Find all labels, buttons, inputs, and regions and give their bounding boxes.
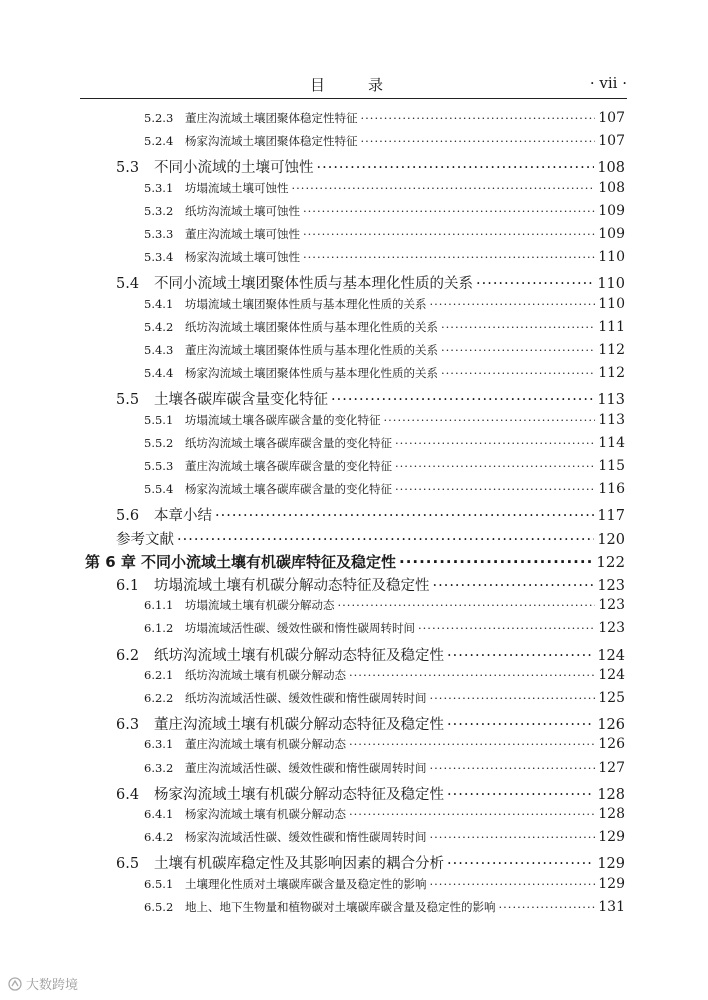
- toc-entry-number: 6.5.2: [144, 899, 174, 914]
- toc-entry: [144, 829, 625, 845]
- toc-entry: [116, 783, 625, 804]
- toc-entry-page: 108: [598, 179, 625, 196]
- toc-entry: [144, 667, 625, 683]
- dot-leader: [317, 160, 595, 176]
- toc-entry-number: 5.4.2: [144, 319, 174, 334]
- toc-entry: [116, 504, 625, 525]
- toc-entry: [144, 458, 625, 474]
- toc-entry: [144, 249, 625, 265]
- toc-entry-page: 117: [597, 508, 625, 525]
- toc-entry-title: 坊塌流域活性碳、缓效性碳和惰性碳周转时间: [185, 621, 415, 636]
- toc-entry-number: 6.3: [116, 717, 140, 734]
- toc-entry: [144, 342, 625, 358]
- dot-leader: [418, 621, 595, 635]
- toc-entry-number: 6.4.1: [144, 807, 174, 821]
- dot-leader: [303, 227, 595, 241]
- toc-entry-title: 坊塌流域土壤可蚀性: [185, 180, 289, 195]
- toc-entry-number: 6.2: [116, 647, 140, 664]
- toc-entry-title: 不同小流域的土壤可蚀性: [154, 160, 314, 177]
- toc-entry: [144, 365, 625, 381]
- toc-entry-title: 董庄沟流域土壤可蚀性: [185, 227, 300, 241]
- toc-entry: [116, 713, 625, 734]
- toc-entry: [144, 597, 625, 613]
- toc-entry-page: 120: [597, 531, 625, 548]
- toc-entry-title: 地上、地下生物量和植物碳对土壤碳库碳含量及稳定性的影响: [185, 899, 496, 914]
- toc-entry-title: 本章小结: [154, 508, 212, 525]
- dot-leader: [215, 508, 594, 524]
- toc-entry-page: 116: [598, 481, 625, 498]
- toc-entry-page: 114: [598, 434, 625, 451]
- toc-entry-number: 6.5.1: [144, 876, 174, 891]
- toc-entry-page: 123: [598, 620, 625, 637]
- toc-entry-title: 杨家沟流域土壤各碳库碳含量的变化特征: [185, 482, 392, 497]
- dot-leader: [430, 297, 596, 311]
- toc-entry: [144, 133, 625, 149]
- toc-entry-number: 5.5.2: [144, 435, 174, 450]
- toc-entry: [116, 574, 625, 595]
- toc-entry-page: 131: [598, 898, 625, 915]
- toc-entry-title: 董庄沟流域土壤团聚体性质与基本理化性质的关系: [185, 343, 438, 357]
- toc-entry: [144, 435, 625, 451]
- dot-leader: [361, 134, 596, 148]
- toc-entry-title: 董庄沟流域活性碳、缓效性碳和惰性碳周转时间: [185, 760, 427, 775]
- toc-entry-title: 土壤有机碳库稳定性及其影响因素的耦合分析: [154, 856, 444, 873]
- toc-entry-title: 杨家沟流域土壤团聚体性质与基本理化性质的关系: [185, 366, 438, 381]
- dot-leader: [303, 250, 595, 264]
- toc-entry-page: 123: [598, 597, 625, 614]
- dot-leader: [433, 578, 595, 594]
- dot-leader: [292, 181, 596, 195]
- toc-entry-number: 5.4: [116, 276, 140, 293]
- dot-leader: [349, 668, 595, 682]
- toc-entry-number: 第 6 章: [85, 552, 136, 571]
- toc-entry: [144, 296, 625, 312]
- toc-entry-title: 纸坊沟流域土壤有机碳分解动态特征及稳定性: [154, 647, 444, 664]
- toc-entry-page: 124: [598, 666, 625, 683]
- dot-leader: [430, 761, 596, 775]
- dot-leader: [476, 276, 594, 292]
- dot-leader: [399, 553, 593, 571]
- toc-entry: [144, 876, 625, 892]
- toc-entry-number: 6.3.2: [144, 760, 174, 775]
- toc-entry-page: 109: [598, 202, 625, 219]
- toc-entry-title: 董庄沟流域土壤团聚体稳定性特征: [185, 111, 358, 125]
- dot-leader: [447, 717, 594, 733]
- dot-leader: [499, 900, 596, 914]
- toc-entry-number: 5.3.1: [144, 180, 174, 195]
- dot-leader: [430, 691, 596, 705]
- toc-entry-page: 110: [598, 295, 625, 312]
- toc-entry-page: 113: [597, 392, 625, 409]
- dot-leader: [447, 648, 594, 664]
- dot-leader: [349, 737, 595, 751]
- toc-entry: [85, 551, 625, 572]
- toc-entry-page: 110: [597, 276, 625, 293]
- dot-leader: [447, 787, 594, 803]
- toc-entry-number: 5.2.4: [144, 134, 174, 149]
- toc-entry-page: 129: [598, 875, 625, 892]
- header-page-number: · vii ·: [589, 74, 627, 92]
- watermark: [8, 974, 78, 993]
- toc-entry: [144, 806, 625, 822]
- toc-entry-number: 5.5.3: [144, 459, 174, 473]
- toc-entry-page: 109: [598, 226, 625, 242]
- toc-entry-title: 纸坊沟流域活性碳、缓效性碳和惰性碳周转时间: [185, 691, 427, 705]
- toc-entry-page: 129: [597, 856, 625, 873]
- toc-entry-number: 6.1: [116, 578, 140, 594]
- toc-entry-number: 5.6: [116, 508, 140, 525]
- dot-leader: [441, 343, 595, 357]
- toc-entry-number: 6.1.1: [144, 598, 174, 613]
- dot-leader: [395, 459, 595, 473]
- toc-entry-page: 113: [598, 411, 625, 428]
- toc-entry-page: 128: [598, 806, 625, 822]
- toc-entry-page: 128: [597, 786, 625, 803]
- toc-entry-title: 土壤各碳库碳含量变化特征: [154, 392, 328, 409]
- toc-entry: [144, 412, 625, 428]
- toc-entry: [116, 852, 625, 873]
- dot-leader: [430, 877, 596, 891]
- toc-entry: [116, 272, 625, 293]
- toc-entry: [116, 388, 625, 409]
- toc-entry-number: 5.5.4: [144, 482, 174, 497]
- watermark-logo-icon: [8, 977, 22, 991]
- dot-leader: [303, 204, 595, 218]
- toc-entry: [144, 319, 625, 335]
- toc-entry-number: 5.3.4: [144, 250, 174, 265]
- dot-leader: [177, 532, 594, 548]
- dot-leader: [338, 598, 596, 612]
- toc-entry-title: 杨家沟流域土壤有机碳分解动态: [185, 807, 346, 821]
- toc-entry-number: 5.3.3: [144, 227, 174, 241]
- toc-entry-title: 坊塌流域土壤团聚体性质与基本理化性质的关系: [185, 296, 427, 311]
- toc-entry-title: 纸坊沟流域土壤有机碳分解动态: [185, 667, 346, 682]
- dot-leader: [441, 366, 595, 380]
- toc-entry-page: 122: [596, 552, 625, 571]
- toc-entry: [144, 226, 625, 242]
- toc-entry-number: 5.4.1: [144, 296, 174, 311]
- toc-entry-number: 5.5.1: [144, 412, 174, 427]
- toc-entry-page: 107: [598, 110, 625, 126]
- dot-leader: [395, 436, 595, 450]
- dot-leader: [447, 856, 594, 872]
- toc-entry: [116, 156, 625, 177]
- dot-leader: [441, 320, 595, 334]
- toc-entry-page: 112: [598, 342, 625, 358]
- toc-entry-page: 126: [598, 736, 625, 753]
- toc-entry: [116, 644, 625, 665]
- toc-entry-title: 参考文献: [116, 531, 174, 548]
- toc-entry: [144, 481, 625, 497]
- toc-entry-page: 123: [597, 578, 625, 594]
- toc-entry-title: 不同小流域土壤团聚体性质与基本理化性质的关系: [154, 276, 473, 293]
- toc-entry-title: 董庄沟流域土壤有机碳分解动态特征及稳定性: [154, 717, 444, 734]
- toc-entry-page: 111: [598, 318, 625, 335]
- dot-leader: [384, 413, 596, 427]
- toc-entry-title: 坊塌流域土壤各碳库碳含量的变化特征: [185, 412, 381, 427]
- toc-entry: [144, 899, 625, 915]
- toc-entry-title: 坊塌流域土壤有机碳分解动态特征及稳定性: [154, 578, 430, 594]
- toc-entry-number: 5.5: [116, 392, 140, 409]
- toc-entry: [144, 620, 625, 636]
- toc-entry-title: 纸坊沟流域土壤可蚀性: [185, 203, 300, 218]
- toc-entry-title: 董庄沟流域土壤有机碳分解动态: [185, 737, 346, 752]
- toc-entry-number: 6.2.1: [144, 667, 174, 682]
- toc-entry-page: 115: [598, 458, 625, 474]
- toc-entry-page: 108: [597, 160, 625, 177]
- toc-entry-title: 杨家沟流域活性碳、缓效性碳和惰性碳周转时间: [185, 830, 427, 845]
- toc-entry-page: 126: [597, 717, 625, 734]
- toc-entry-page: 124: [597, 647, 625, 664]
- page-header: [80, 72, 627, 99]
- toc-entry-title: 董庄沟流域土壤各碳库碳含量的变化特征: [185, 459, 392, 473]
- toc-entry-page: 110: [598, 249, 625, 266]
- watermark-text: 大数跨境: [26, 978, 79, 993]
- toc-entry-title: 土壤理化性质对土壤碳库碳含量及稳定性的影响: [185, 876, 427, 891]
- toc-entry-page: 125: [598, 690, 625, 706]
- dot-leader: [395, 482, 595, 496]
- toc-entry-number: 6.4.2: [144, 830, 174, 845]
- toc-entry-title: 杨家沟流域土壤可蚀性: [185, 250, 300, 265]
- toc-entry-number: 6.3.1: [144, 737, 174, 752]
- toc-entry: [144, 690, 625, 706]
- toc-entry: [144, 110, 625, 126]
- toc-entry: [144, 760, 625, 776]
- toc-entry-number: 6.5: [116, 856, 140, 873]
- dot-leader: [430, 830, 596, 844]
- dot-leader: [331, 392, 594, 408]
- toc-entry: [144, 736, 625, 752]
- toc-entry-number: 5.4.3: [144, 343, 174, 357]
- dot-leader: [349, 807, 595, 821]
- toc-entry-number: 6.4: [116, 786, 140, 803]
- dot-leader: [361, 111, 596, 125]
- toc-entry-page: 107: [598, 133, 625, 150]
- toc-entry-number: 6.1.2: [144, 621, 174, 636]
- toc-entry-number: 5.3: [116, 160, 140, 177]
- toc-entry: [144, 180, 625, 196]
- toc-entry-title: 杨家沟流域土壤团聚体稳定性特征: [185, 134, 358, 149]
- toc-entry-page: 112: [598, 365, 625, 382]
- toc-entry-number: 6.2.2: [144, 691, 174, 705]
- toc-entry-page: 129: [598, 829, 625, 846]
- header-title: 目 录: [309, 76, 397, 94]
- toc-entry-title: 坊塌流域土壤有机碳分解动态: [185, 598, 335, 613]
- toc-entry-title: 纸坊沟流域土壤各碳库碳含量的变化特征: [185, 435, 392, 450]
- toc-entry-page: 127: [598, 759, 625, 776]
- toc-entry-number: 5.3.2: [144, 203, 174, 218]
- toc-entry-number: 5.4.4: [144, 366, 174, 381]
- toc-entry-number: 5.2.3: [144, 111, 174, 125]
- toc-entry: [144, 203, 625, 219]
- toc-entry-title: 纸坊沟流域土壤团聚体性质与基本理化性质的关系: [185, 319, 438, 334]
- toc-entry-title: 不同小流域土壤有机碳库特征及稳定性: [141, 552, 397, 571]
- toc-entry-title: 杨家沟流域土壤有机碳分解动态特征及稳定性: [154, 786, 444, 803]
- toc-entry: [116, 528, 625, 549]
